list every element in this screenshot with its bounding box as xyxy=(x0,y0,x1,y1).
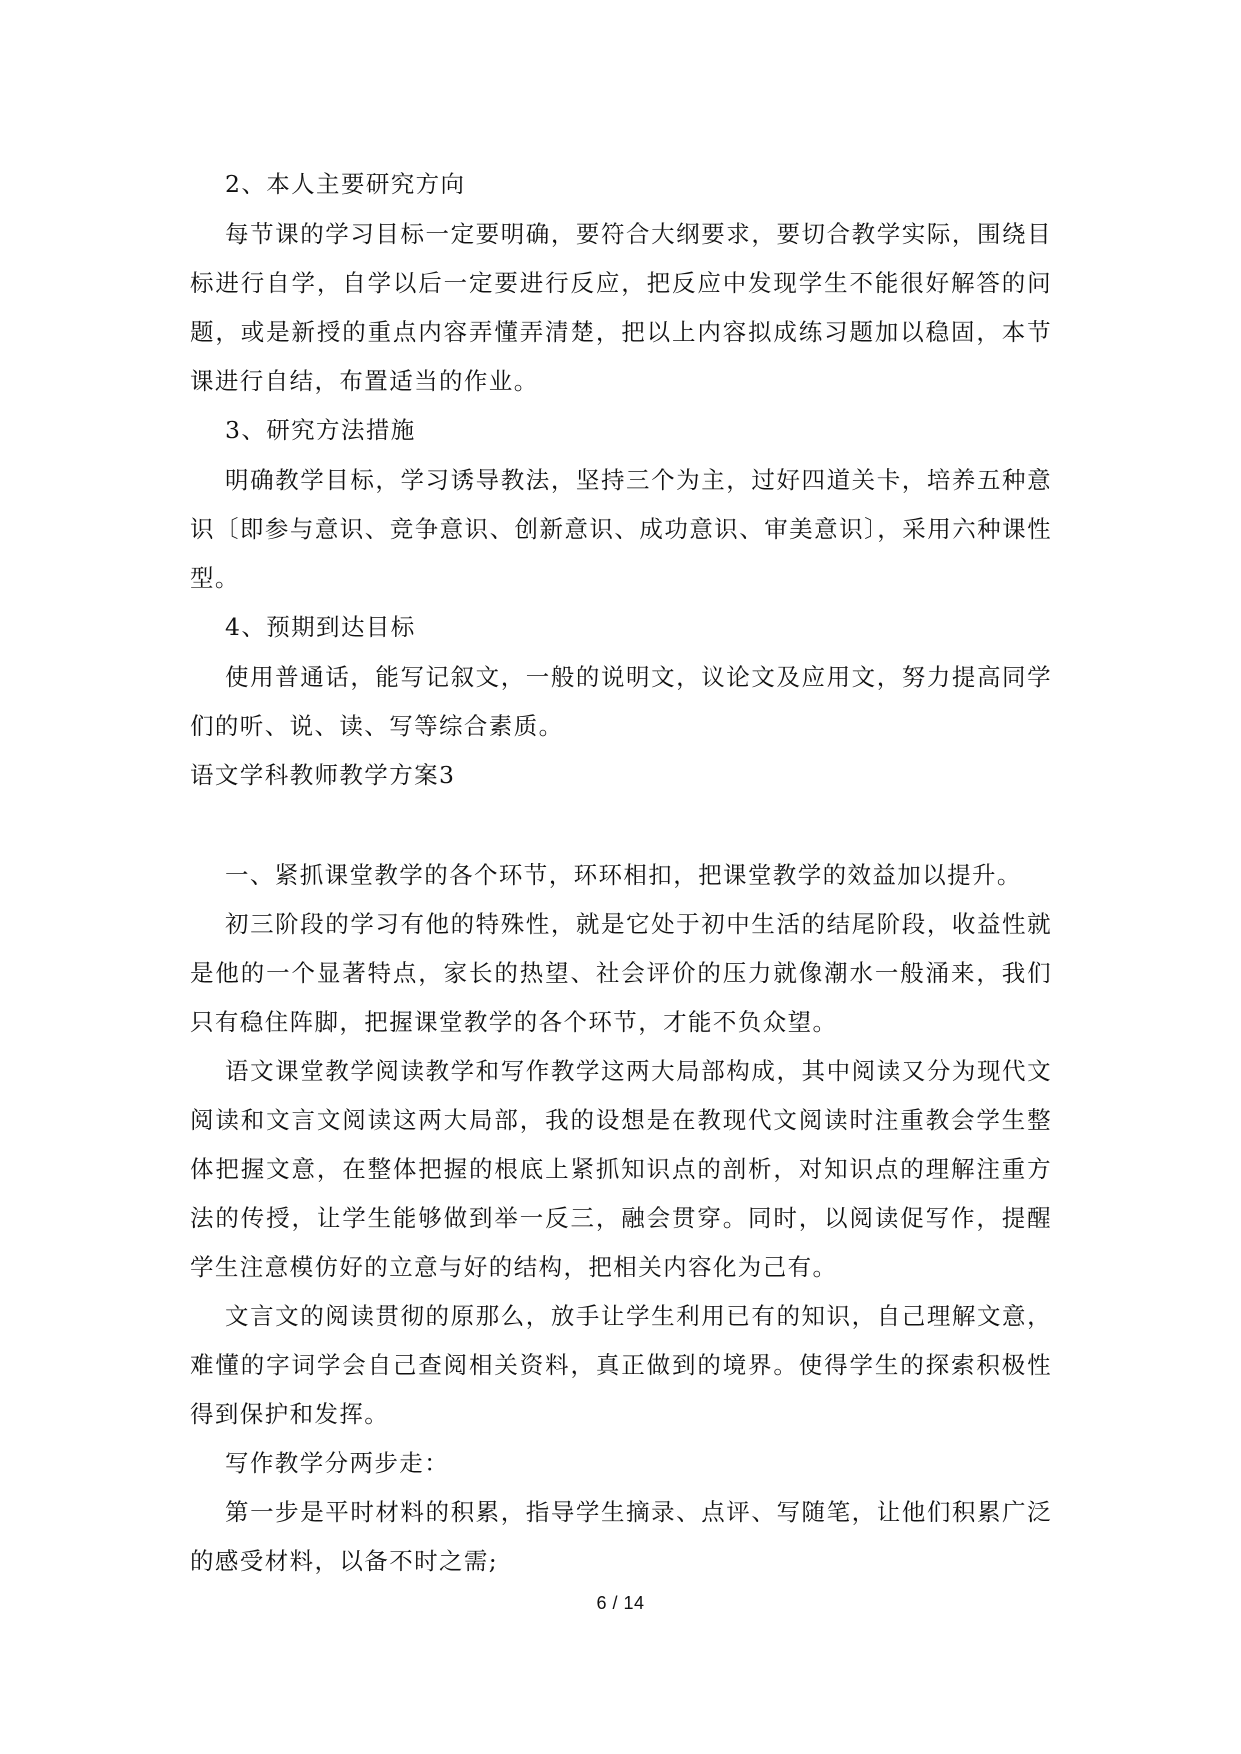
paragraph: 文言文的阅读贯彻的原那么，放手让学生利用已有的知识，自己理解文意，难懂的字词学会自己查阅相关资料，真正做到的境界。使得学生的探索积极性得到保护和发挥。 xyxy=(190,1302,1052,1428)
paragraph: 一、紧抓课堂教学的各个环节，环环相扣，把课堂教学的效益加以提升。 xyxy=(225,861,1022,889)
paragraph: 写作教学分两步走： xyxy=(225,1449,450,1477)
document-body xyxy=(190,160,1052,1586)
page-number: 6 / 14 xyxy=(596,1593,645,1613)
section-heading-4: 4、预期到达目标 xyxy=(225,613,416,641)
paragraph: 使用普通话，能写记叙文，一般的说明文，议论文及应用文，努力提高同学们的听、说、读、写等综合素质。 xyxy=(190,663,1052,740)
paragraph: 每节课的学习目标一定要明确，要符合大纲要求，要切合教学实际，围绕目标进行自学，自学以后一定要进行反应，把反应中发现学生不能很好解答的问题，或是新授的重点内容弄懂弄清楚，把以上内容拟成练习题加以稳固，本节课进行自结，布置适当的作业。 xyxy=(190,220,1052,395)
section-heading-3: 3、研究方法措施 xyxy=(225,416,416,444)
paragraph: 明确教学目标，学习诱导教法，坚持三个为主，过好四道关卡，培养五种意识〔即参与意识、竞争意识、创新意识、成功意识、审美意识〕，采用六种课性型。 xyxy=(190,466,1052,592)
plan-title: 语文学科教师教学方案3 xyxy=(190,761,456,789)
blank-line xyxy=(190,800,1052,851)
section-heading-2: 2、本人主要研究方向 xyxy=(225,170,466,198)
paragraph: 第一步是平时材料的积累，指导学生摘录、点评、写随笔，让他们积累广泛的感受材料，以备不时之需; xyxy=(190,1498,1052,1575)
paragraph: 初三阶段的学习有他的特殊性，就是它处于初中生活的结尾阶段，收益性就是他的一个显著特点，家长的热望、社会评价的压力就像潮水一般涌来，我们只有稳住阵脚，把握课堂教学的各个环节，才能不负众望。 xyxy=(190,910,1052,1036)
paragraph: 语文课堂教学阅读教学和写作教学这两大局部构成，其中阅读又分为现代文阅读和文言文阅读这两大局部，我的设想是在教现代文阅读时注重教会学生整体把握文意，在整体把握的根底上紧抓知识点的剖析，对知识点的理解注重方法的传授，让学生能够做到举一反三，融会贯穿。同时，以阅读促写作，提醒学生注意模仿好的立意与好的结构，把相关内容化为己有。 xyxy=(190,1057,1052,1281)
